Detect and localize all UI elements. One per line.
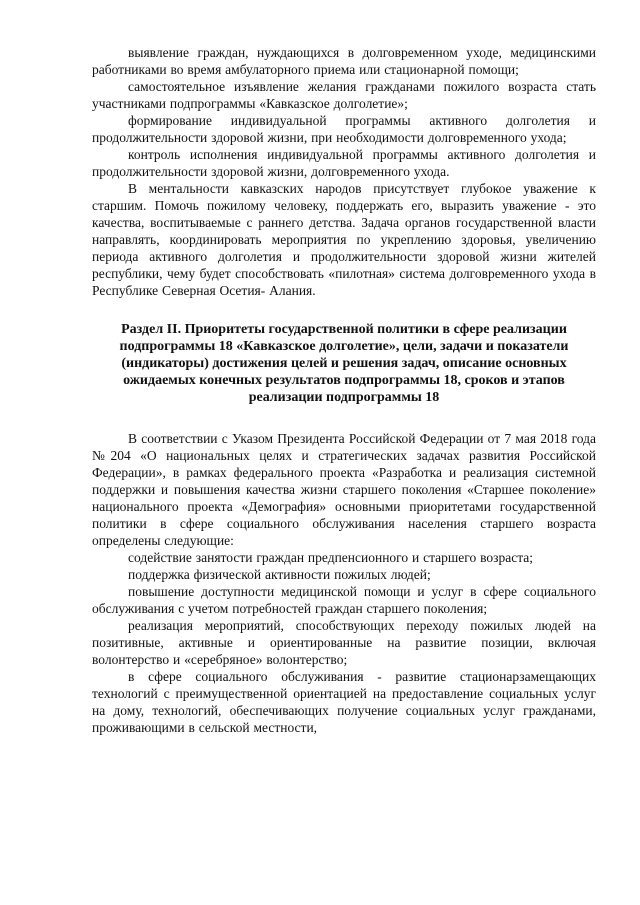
section-heading-line: Раздел II. Приоритеты государственной политики в сфере реализации xyxy=(121,322,567,337)
paragraph-social-services: в сфере социального обслуживания - развитие стационарзамещающих технологий с преимущественной ориентацией на предоставление социальных услуг на дому, технологий, обеспечивающих получение социальных услуг гражданами, проживающими в сельской местности, xyxy=(92,669,596,735)
paragraph-control: контроль исполнения индивидуальной программы активного долголетия и продолжительности здоровой жизни, долговременного ухода. xyxy=(92,147,596,179)
section-heading xyxy=(92,321,596,406)
paragraph-volunteering: реализация мероприятий, способствующих переходу пожилых людей на позитивные, активные и ориентированные на развитие позиции, включая волонтерство и «серебряное» волонтерство; xyxy=(92,618,596,667)
paragraph-mentality: В ментальности кавказских народов присутствует глубокое уважение к старшим. Помочь пожилому человеку, поддержать его, выразить уважение - это качества, воспитываемые с раннего детства. Задача органов государственной власти направлять, координировать мероприятия по укреплению здоровья, увеличению периода активного долголетия и продолжительности здоровой жизни жителей республики, чему будет способствовать «пилотная» система долговременного ухода в Республике Северная Осетия- Алания. xyxy=(92,181,596,298)
paragraph-medical-access: повышение доступности медицинской помощи и услуг в сфере социального обслуживания с учетом потребностей граждан старшего поколения; xyxy=(92,584,596,616)
paragraph-self-expression: самостоятельное изъявление желания гражданами пожилого возраста стать участниками подпрограммы «Кавказское долголетие»; xyxy=(92,79,596,111)
section-heading-line: подпрограммы 18 «Кавказское долголетие», цели, задачи и показатели xyxy=(119,339,569,354)
section-heading-line: реализации подпрограммы 18 xyxy=(248,390,440,405)
document-page xyxy=(92,44,596,736)
paragraph-physical-activity: поддержка физической активности пожилых людей; xyxy=(128,567,431,582)
paragraph-employment: содействие занятости граждан предпенсионного и старшего возраста; xyxy=(128,550,534,565)
paragraph-decree: В соответствии с Указом Президента Российской Федерации от 7 мая 2018 года №204 «О национальных целях и стратегических задачах развития Российской Федерации», в рамках федерального проекта «Разработка и реализация системной поддержки и повышения качества жизни старшего поколения «Старшее поколение» национального проекта «Демография» основными приоритетами государственной политики в сфере социального обслуживания населения старшего возраста определены следующие: xyxy=(92,431,596,548)
paragraph-identification: выявление граждан, нуждающихся в долговременном уходе, медицинскими работниками во время амбулаторного приема или стационарной помощи; xyxy=(92,45,596,77)
paragraph-individual-program: формирование индивидуальной программы активного долголетия и продолжительности здоровой жизни, при необходимости долговременного ухода; xyxy=(92,113,596,145)
section-heading-line: ожидаемых конечных результатов подпрограммы 18, сроков и этапов xyxy=(123,373,565,388)
section-heading-line: (индикаторы) достижения целей и решения задач, описание основных xyxy=(121,356,567,371)
